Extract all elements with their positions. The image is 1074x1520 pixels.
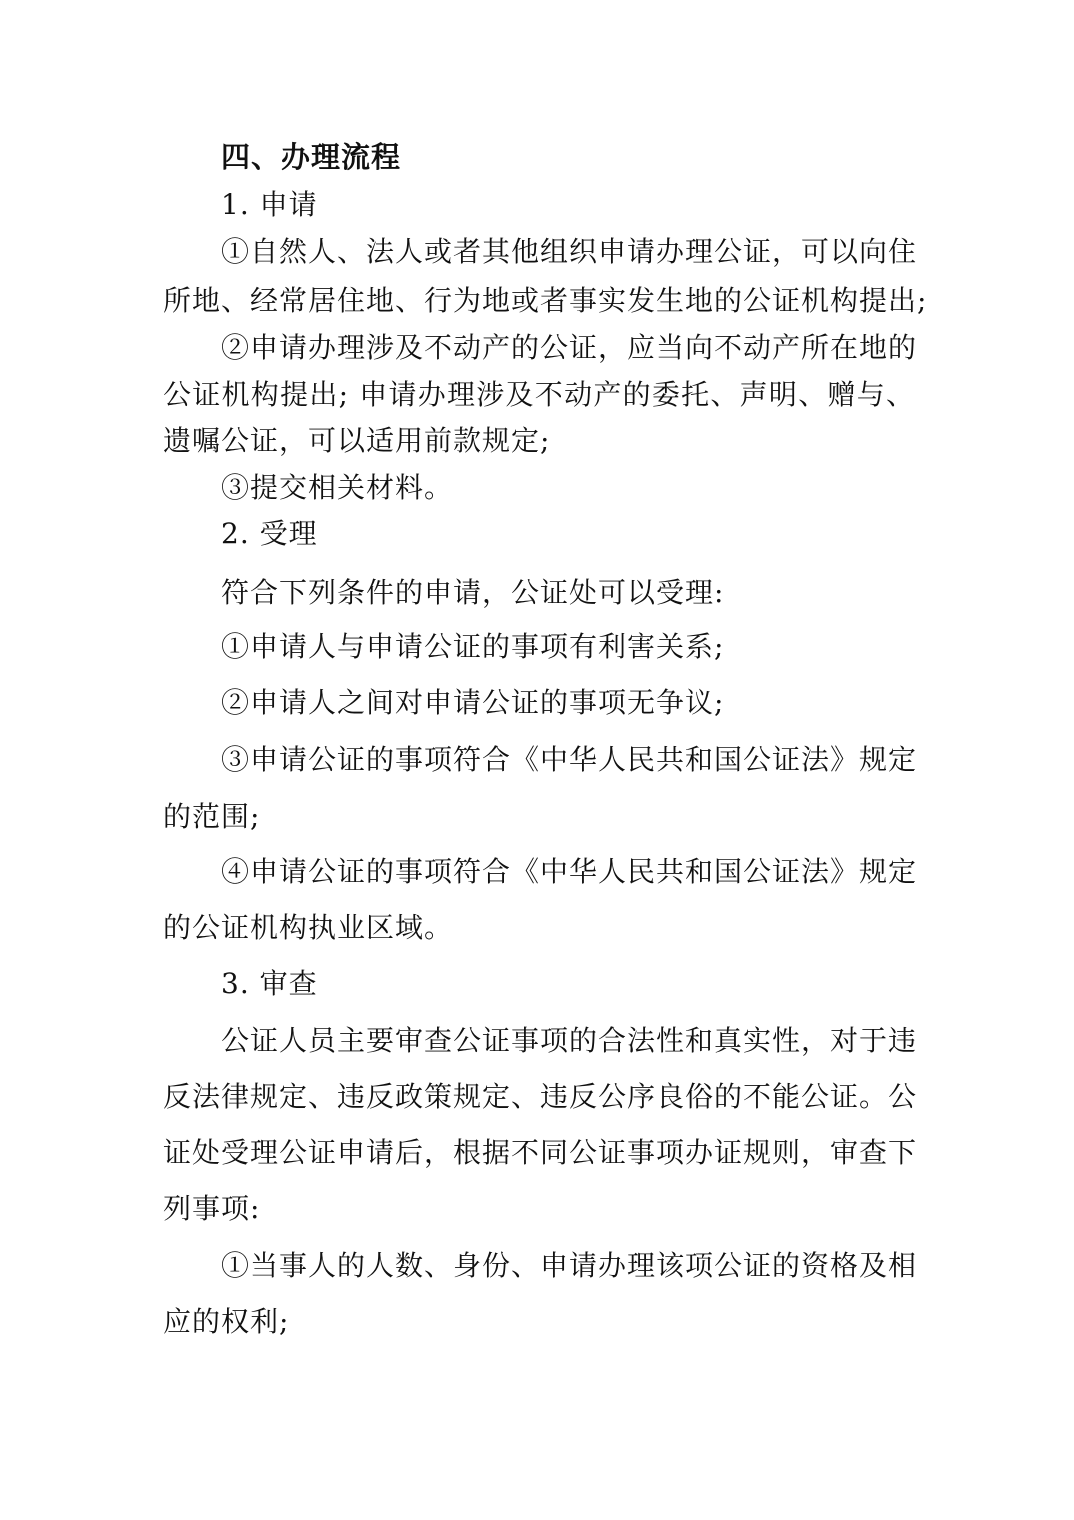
accept-title: 2. 受理 <box>221 517 318 550</box>
apply-item2-line1: ②申请办理涉及不动产的公证，应当向不动产所在地的 <box>221 331 918 364</box>
accept-item4-line2: 的公证机构执业区域。 <box>163 911 454 944</box>
review-para-line1: 公证人员主要审查公证事项的合法性和真实性，对于违 <box>221 1024 918 1057</box>
review-para-line2: 反法律规定、违反政策规定、违反公序良俗的不能公证。公 <box>163 1080 918 1113</box>
accept-item4-line1: ④申请公证的事项符合《中华人民共和国公证法》规定 <box>221 855 918 888</box>
apply-item2-line2: 公证机构提出; 申请办理涉及不动产的委托、声明、赠与、 <box>163 378 915 411</box>
apply-item2-line3: 遗嘱公证，可以适用前款规定; <box>163 424 551 457</box>
review-para-line3: 证处受理公证申请后，根据不同公证事项办证规则，审查下 <box>163 1136 918 1169</box>
accept-intro: 符合下列条件的申请，公证处可以受理: <box>221 576 725 609</box>
accept-item3-line2: 的范围; <box>163 800 261 833</box>
review-item1-line1: ①当事人的人数、身份、申请办理该项公证的资格及相 <box>221 1249 918 1282</box>
section-heading: 四、办理流程 <box>221 140 402 174</box>
review-item1-line2: 应的权利; <box>163 1305 290 1338</box>
accept-item3-line1: ③申请公证的事项符合《中华人民共和国公证法》规定 <box>221 743 918 776</box>
apply-item3: ③提交相关材料。 <box>221 471 454 504</box>
review-title: 3. 审查 <box>221 967 318 1000</box>
accept-item2: ②申请人之间对申请公证的事项无争议; <box>221 686 725 719</box>
accept-item1: ①申请人与申请公证的事项有利害关系; <box>221 630 725 663</box>
apply-title: 1. 申请 <box>221 188 318 221</box>
review-para-line4: 列事项: <box>163 1192 261 1225</box>
apply-item1-line2: 所地、经常居住地、行为地或者事实发生地的公证机构提出; <box>163 284 928 317</box>
apply-item1-line1: ①自然人、法人或者其他组织申请办理公证，可以向住 <box>221 235 918 268</box>
